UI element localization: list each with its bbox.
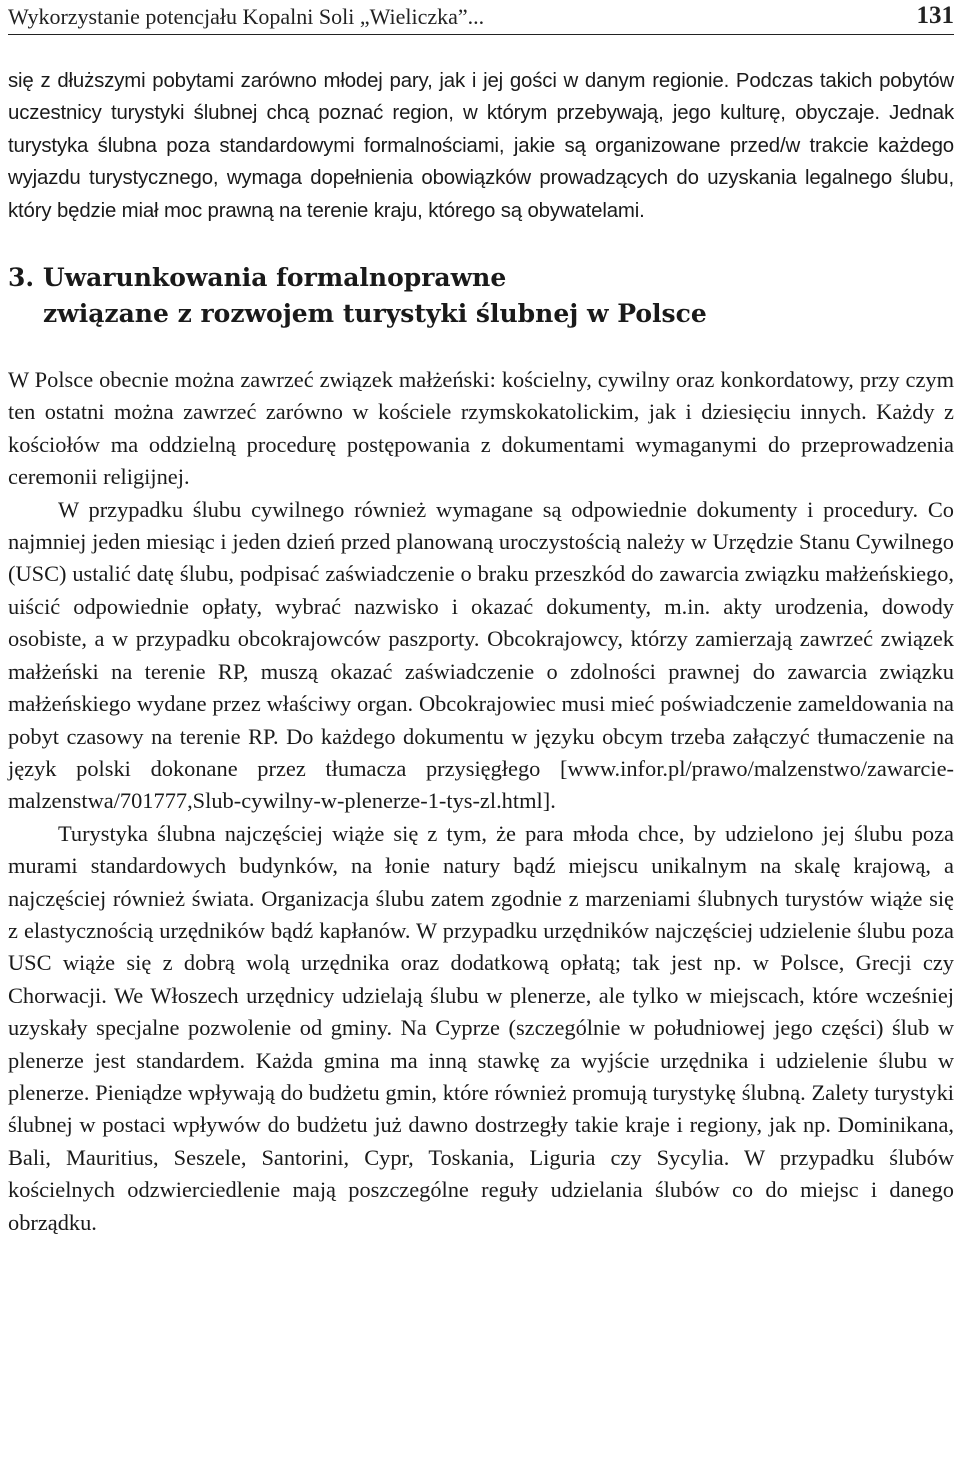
- paragraph-marriage-types: W Polsce obecnie można zawrzeć związek małżeński: kościelny, cywilny oraz konkordatowy, przy czym ten ostatni można zawrzeć zarówno w kościele rzymskokatolickim, jak i dziesięciu innych. Każdy z kościołów ma oddzielną procedurę postępowania z dokumentami wymaganymi do przeprowadzenia ceremonii religijnej.: [8, 367, 954, 490]
- section-number: 3.: [8, 263, 35, 293]
- section-heading: [8, 260, 954, 332]
- section-title-line1: Uwarunkowania formalnoprawne: [42, 263, 507, 293]
- paragraph-civil-wedding: W przypadku ślubu cywilnego również wymagane są odpowiednie dokumenty i procedury. Co najmniej jeden miesiąc i jeden dzień przed planowaną uroczystością należy w Urzędzie Stanu Cywilnego (USC) ustalić datę ślubu, podpisać zaświadczenie o braku przeszkód do zawarcia związku małżeńskiego, uiścić odpowiednie opłaty, wybrać nazwisko i okazać dokumenty, m.in. akty urodzenia, dowody osobiste, a w przypadku obcokrajowców paszporty. Obcokrajowcy, którzy zamierzają zawrzeć związek małżeński na terenie RP, muszą okazać zaświadczenie o zdolności prawnej do zawarcia związku małżeńskiego wydane przez właściwy organ. Obcokrajowiec musi mieć poświadczenie zameldowania na pobyt czasowy na terenie RP. Do każdego dokumentu w języku obcym trzeba załączyć tłumaczenie na język polski dokonane przez tłumacza przysięgłego [www.infor.pl/prawo/malzenstwo/zawarcie-malzenstwa/701777,Slub-cywilny-w-plenerze-1-tys-zl.html].: [8, 496, 954, 814]
- document-page: [8, 0, 954, 1239]
- paragraph-wedding-tourism: Turystyka ślubna najczęściej wiąże się z tym, że para młoda chce, by udzielono jej ślubu poza murami standardowych budynków, na łonie natury bądź miejscu unikalnym na skalę krajową, a najczęściej również świata. Organizacja ślubu zatem zgodnie z marzeniami ślubnych turystów wiąże się z elastycznością urzędników bądź kapłanów. W przypadku urzędników najczęściej udzielenie ślubu poza USC wiąże się z dobrą wolą urzędnika oraz dodatkową opłatą; tak jest np. w Polsce, Grecji czy Chorwacji. We Włoszech urzędnicy udzielają ślubu w plenerze, ale tylko w miejscach, które wcześniej uzyskały specjalne pozwolenie od gminy. Na Cyprze (szczególnie w południowej jego części) ślub w plenerze jest standardem. Każda gmina ma inną stawkę za wyjście urzędnika i udzielenie ślubu w plenerze. Pieniądze wpływają do budżetu gmin, które również promują turystykę ślubną. Zalety turystyki ślubnej w postaci wpływów do budżetu już dawno dostrzegły takie kraje i regiony, jak np. Dominikana, Bali, Mauritius, Seszele, Santorini, Cypr, Toskania, Liguria czy Sycylia. W przypadku ślubów kościelnych odzwierciedlenie mają poszczególne reguły udzielania ślubów co do miejsc i danego obrządku.: [8, 820, 954, 1235]
- paragraph-intro: się z dłuższymi pobytami zarówno młodej pary, jak i jej gości w danym regionie. Podczas takich pobytów uczestnicy turystyki ślubnej chcą poznać region, w którym przebywają, jego kulturę, obyczaje. Jednak turystyka ślubna poza standardowymi formalnościami, jakie są organizowane przed/w trakcie każdego wyjazdu turystycznego, wymaga dopełnienia obowiązków prowadzących do uzyskania legalnego ślubu, który będzie miał moc prawną na terenie kraju, którego są obywatelami.: [8, 70, 954, 222]
- page-number: 131: [916, 2, 954, 29]
- running-title: Wykorzystanie potencjału Kopalni Soli „Wieliczka”...: [8, 4, 485, 29]
- section-body: [8, 364, 954, 1239]
- section-title-line2: związane z rozwojem turystyki ślubnej w Polsce: [43, 299, 707, 329]
- running-header: [8, 0, 954, 35]
